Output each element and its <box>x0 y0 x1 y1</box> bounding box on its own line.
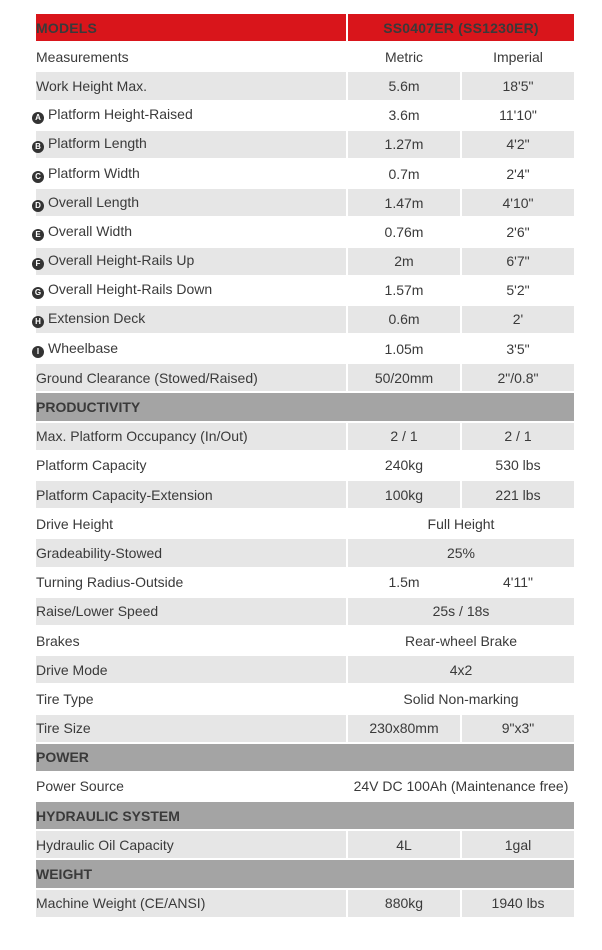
spec-row-overall-height-rails-down <box>36 277 574 304</box>
spec-label: Turning Radius-Outside <box>36 574 184 591</box>
spec-row-measurements <box>36 43 574 70</box>
spec-row-max-platform-occupancy-in-out <box>36 423 574 450</box>
spec-label-cell <box>36 248 346 275</box>
spec-label: Raise/Lower Speed <box>36 603 159 620</box>
spec-row-drive-height <box>36 510 574 537</box>
spec-label-cell <box>36 160 346 187</box>
spec-value-imperial: 2' <box>460 306 574 333</box>
spec-value-imperial: 3'5" <box>460 335 574 362</box>
spec-label: Overall Length <box>48 193 140 210</box>
spec-value-combined: 4x2 <box>346 656 574 683</box>
spec-label: Overall Height-Rails Down <box>48 281 213 298</box>
spec-label: Overall Width <box>48 222 133 239</box>
spec-value-combined: 25s / 18s <box>346 598 574 625</box>
spec-value-metric: 5.6m <box>346 72 460 99</box>
spec-label-cell <box>36 481 346 508</box>
dimension-marker-i-icon: I <box>32 346 44 358</box>
spec-row-overall-width <box>36 218 574 245</box>
spec-value-imperial: 5'2" <box>460 277 574 304</box>
spec-value-imperial: 4'10" <box>460 189 574 216</box>
spec-value-imperial: 11'10" <box>460 102 574 129</box>
spec-label: WEIGHT <box>36 866 92 883</box>
spec-row-work-height-max <box>36 72 574 99</box>
spec-value-combined: Full Height <box>346 510 574 537</box>
dimension-marker-f-icon: F <box>32 258 44 270</box>
section-header-power <box>36 744 574 771</box>
spec-label: Max. Platform Occupancy (In/Out) <box>36 428 248 445</box>
spec-label: Tire Type <box>36 690 94 707</box>
spec-label: Power Source <box>36 778 124 795</box>
metric-column-header: Metric <box>346 43 460 70</box>
spec-label: Platform Length <box>48 135 147 152</box>
spec-value-combined: Rear-wheel Brake <box>346 627 574 654</box>
spec-row-gradeability-stowed <box>36 539 574 566</box>
spec-label: POWER <box>36 749 89 766</box>
spec-label-cell <box>36 773 346 800</box>
spec-table <box>36 12 574 919</box>
spec-value-imperial: 9"x3" <box>460 715 574 742</box>
model-name: SS0407ER (SS1230ER) <box>346 14 574 41</box>
spec-label-cell <box>36 656 346 683</box>
spec-label-cell <box>36 598 346 625</box>
spec-label-cell <box>36 831 346 858</box>
spec-row-overall-length <box>36 189 574 216</box>
spec-row-wheelbase <box>36 335 574 362</box>
spec-label: Platform Capacity-Extension <box>36 486 213 503</box>
spec-value-imperial: 18'5" <box>460 72 574 99</box>
imperial-column-header: Imperial <box>460 43 574 70</box>
spec-value-metric: 1.5m <box>346 569 460 596</box>
spec-value-imperial: 530 lbs <box>460 452 574 479</box>
spec-label: Drive Mode <box>36 661 108 678</box>
spec-label: Work Height Max. <box>36 77 147 94</box>
spec-value-imperial: 4'11" <box>460 569 574 596</box>
spec-row-hydraulic-oil-capacity <box>36 831 574 858</box>
spec-label: Gradeability-Stowed <box>36 544 163 561</box>
spec-label: Brakes <box>36 632 80 649</box>
spec-row-platform-width <box>36 160 574 187</box>
spec-row-platform-height-raised <box>36 102 574 129</box>
spec-label-cell <box>36 306 346 333</box>
spec-label-cell <box>36 277 346 304</box>
spec-label: Tire Size <box>36 720 91 737</box>
spec-row-brakes <box>36 627 574 654</box>
spec-value-combined: Solid Non-marking <box>346 685 574 712</box>
spec-row-ground-clearance-stowed-raised <box>36 364 574 391</box>
spec-label-cell <box>36 364 346 391</box>
spec-row-platform-capacity-extension <box>36 481 574 508</box>
spec-label-cell <box>36 452 346 479</box>
spec-label-cell <box>36 510 346 537</box>
spec-row-tire-type <box>36 685 574 712</box>
spec-row-extension-deck <box>36 306 574 333</box>
dimension-marker-c-icon: C <box>32 171 44 183</box>
spec-row-platform-length <box>36 131 574 158</box>
spec-label: MODELS <box>36 19 98 36</box>
spec-label-cell <box>36 569 346 596</box>
spec-value-metric: 0.7m <box>346 160 460 187</box>
spec-label: Ground Clearance (Stowed/Raised) <box>36 369 258 386</box>
dimension-marker-e-icon: E <box>32 229 44 241</box>
spec-value-metric: 1.27m <box>346 131 460 158</box>
spec-row-drive-mode <box>36 656 574 683</box>
spec-label-cell <box>36 72 346 99</box>
dimension-marker-h-icon: H <box>32 316 44 328</box>
section-header-productivity <box>36 393 574 420</box>
spec-value-imperial: 221 lbs <box>460 481 574 508</box>
dimension-marker-a-icon: A <box>32 112 44 124</box>
dimension-marker-b-icon: B <box>32 141 44 153</box>
spec-label: Overall Height-Rails Up <box>48 252 195 269</box>
spec-value-imperial: 2'4" <box>460 160 574 187</box>
section-header-hydraulic-system <box>36 802 574 829</box>
spec-row-raise-lower-speed <box>36 598 574 625</box>
spec-value-metric: 240kg <box>346 452 460 479</box>
spec-table-body <box>36 14 574 917</box>
section-header-weight <box>36 860 574 887</box>
spec-value-metric: 2 / 1 <box>346 423 460 450</box>
spec-label: HYDRAULIC SYSTEM <box>36 807 180 824</box>
spec-label: Platform Width <box>48 164 140 181</box>
spec-label-cell <box>36 890 346 917</box>
spec-label: Drive Height <box>36 515 114 532</box>
spec-label-cell <box>36 131 346 158</box>
spec-value-metric: 2m <box>346 248 460 275</box>
spec-value-metric: 4L <box>346 831 460 858</box>
spec-label: Platform Height-Raised <box>48 106 193 123</box>
spec-label: Wheelbase <box>48 339 119 356</box>
spec-value-metric: 0.76m <box>346 218 460 245</box>
spec-label-cell <box>36 685 346 712</box>
spec-value-imperial: 2"/0.8" <box>460 364 574 391</box>
spec-value-metric: 230x80mm <box>346 715 460 742</box>
spec-value-metric: 3.6m <box>346 102 460 129</box>
spec-value-metric: 1.57m <box>346 277 460 304</box>
spec-value-combined: 25% <box>346 539 574 566</box>
spec-value-metric: 1.47m <box>346 189 460 216</box>
spec-value-imperial: 2'6" <box>460 218 574 245</box>
spec-label-cell <box>36 802 574 829</box>
spec-label-cell <box>36 189 346 216</box>
dimension-marker-d-icon: D <box>32 200 44 212</box>
spec-label-cell <box>36 539 346 566</box>
spec-value-metric: 1.05m <box>346 335 460 362</box>
spec-label-cell <box>36 715 346 742</box>
spec-value-imperial: 2 / 1 <box>460 423 574 450</box>
spec-label-cell <box>36 14 346 41</box>
spec-value-combined: 24V DC 100Ah (Maintenance free) <box>346 773 574 800</box>
spec-label-cell <box>36 393 574 420</box>
spec-row-tire-size <box>36 715 574 742</box>
spec-label: Machine Weight (CE/ANSI) <box>36 895 206 912</box>
spec-value-imperial: 4'2" <box>460 131 574 158</box>
spec-row-power-source <box>36 773 574 800</box>
models-header-row <box>36 14 574 41</box>
spec-value-imperial: 6'7" <box>460 248 574 275</box>
spec-label-cell <box>36 423 346 450</box>
spec-label: Hydraulic Oil Capacity <box>36 836 174 853</box>
spec-value-imperial: 1gal <box>460 831 574 858</box>
spec-label-cell <box>36 627 346 654</box>
spec-label-cell <box>36 335 346 362</box>
spec-label: Extension Deck <box>48 310 146 327</box>
spec-label: Platform Capacity <box>36 457 147 474</box>
spec-value-metric: 880kg <box>346 890 460 917</box>
spec-label-cell <box>36 102 346 129</box>
spec-label-cell <box>36 744 574 771</box>
spec-value-imperial: 1940 lbs <box>460 890 574 917</box>
spec-value-metric: 50/20mm <box>346 364 460 391</box>
spec-row-overall-height-rails-up <box>36 248 574 275</box>
spec-row-machine-weight-ce-ansi <box>36 890 574 917</box>
spec-value-metric: 0.6m <box>346 306 460 333</box>
dimension-marker-g-icon: G <box>32 287 44 299</box>
spec-label-cell <box>36 218 346 245</box>
spec-label-cell <box>36 860 574 887</box>
spec-row-turning-radius-outside <box>36 569 574 596</box>
spec-label-cell <box>36 43 346 70</box>
spec-value-metric: 100kg <box>346 481 460 508</box>
spec-label: PRODUCTIVITY <box>36 399 141 416</box>
spec-row-platform-capacity <box>36 452 574 479</box>
spec-label: Measurements <box>36 48 129 65</box>
